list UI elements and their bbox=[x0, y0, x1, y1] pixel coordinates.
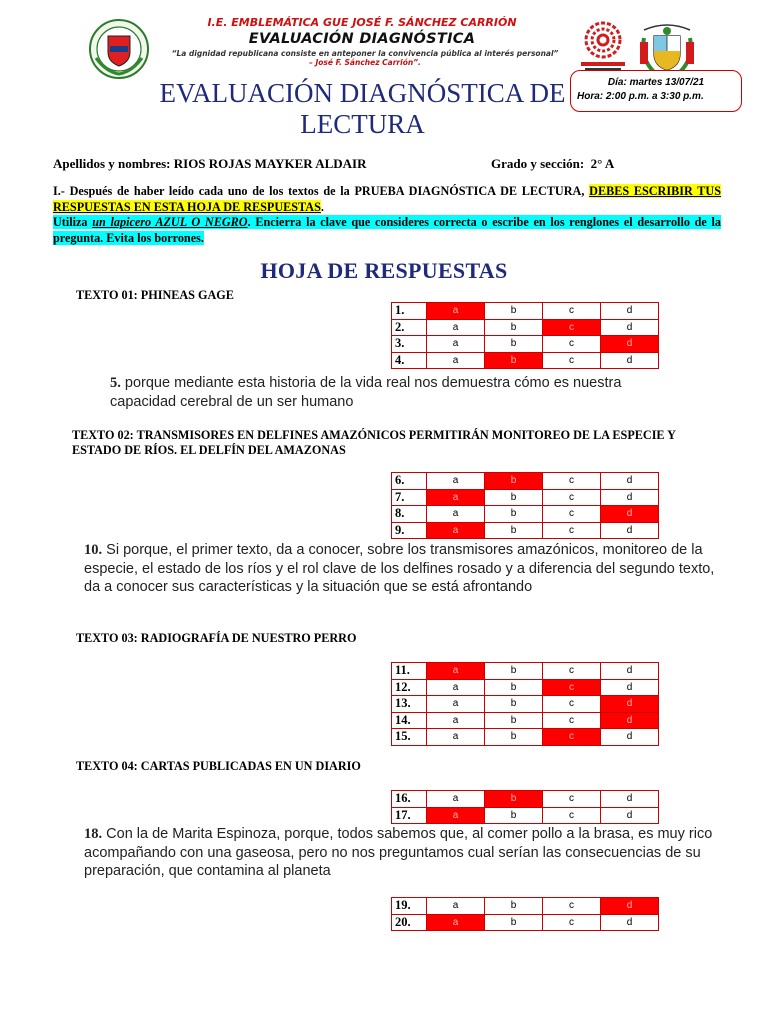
option-b[interactable]: b bbox=[485, 522, 543, 539]
option-b[interactable]: b bbox=[485, 898, 543, 915]
option-c[interactable]: c bbox=[543, 489, 601, 506]
question-number: 17. bbox=[392, 807, 427, 824]
answer-row bbox=[392, 712, 659, 729]
option-a-selected[interactable]: a bbox=[427, 303, 485, 320]
instructions-rest: . Encierra la clave que consideres correcta o escribe en los renglones el desarrollo de la pregunta. Evita los borrones. bbox=[53, 215, 721, 245]
option-a[interactable]: a bbox=[427, 679, 485, 696]
instructions-period: . bbox=[320, 199, 324, 214]
option-a[interactable]: a bbox=[427, 791, 485, 808]
option-d[interactable]: d bbox=[601, 522, 659, 539]
name-label: Apellidos y nombres: bbox=[53, 156, 171, 171]
question-number: 12. bbox=[392, 679, 427, 696]
motto-author: – José F. Sánchez Carrión”. bbox=[309, 58, 421, 67]
section-title-texto-03: TEXTO 03: RADIOGRAFÍA DE NUESTRO PERRO bbox=[76, 631, 357, 645]
option-c[interactable]: c bbox=[543, 898, 601, 915]
option-b[interactable]: b bbox=[485, 489, 543, 506]
option-b[interactable]: b bbox=[485, 914, 543, 931]
option-c-selected[interactable]: c bbox=[543, 729, 601, 746]
grade-value: 2° A bbox=[590, 156, 615, 171]
question-number: 2. bbox=[392, 319, 427, 336]
option-c[interactable]: c bbox=[543, 791, 601, 808]
answer-row bbox=[392, 319, 659, 336]
open-answer-5 bbox=[110, 374, 690, 411]
question-number: 20. bbox=[392, 914, 427, 931]
question-number: 14. bbox=[392, 712, 427, 729]
answer-text: Si porque, el primer texto, da a conocer, sobre los transmisores amazónicos, monitoreo de la especie, el estado de los ríos y el rol clave de los delfines rosado y a diferencia del segundo texto, da a conocer sus características y la situación que se está afrontando bbox=[84, 542, 715, 595]
question-number: 7. bbox=[392, 489, 427, 506]
answer-row bbox=[392, 303, 659, 320]
question-number: 10. bbox=[84, 542, 103, 558]
answer-row bbox=[392, 729, 659, 746]
answer-row bbox=[392, 898, 659, 915]
motto-text: “La dignidad republicana consiste en anteponer la convivencia pública al interés personal” bbox=[171, 49, 559, 58]
option-c[interactable]: c bbox=[543, 696, 601, 713]
option-d[interactable]: d bbox=[601, 791, 659, 808]
question-number: 1. bbox=[392, 303, 427, 320]
answer-row bbox=[392, 336, 659, 353]
question-number: 18. bbox=[84, 826, 103, 842]
question-number: 9. bbox=[392, 522, 427, 539]
option-d-selected[interactable]: d bbox=[601, 696, 659, 713]
option-b[interactable]: b bbox=[485, 729, 543, 746]
evaluation-label: EVALUACIÓN DIAGNÓSTICA bbox=[248, 31, 476, 47]
instructions-utiliza: Utiliza bbox=[53, 215, 88, 229]
option-c[interactable]: c bbox=[543, 914, 601, 931]
answer-sheet-title: HOJA DE RESPUESTAS bbox=[260, 258, 508, 283]
time-value: 2:00 p.m. a 3:30 p.m. bbox=[605, 91, 704, 102]
option-d[interactable]: d bbox=[601, 679, 659, 696]
answer-row bbox=[392, 807, 659, 824]
answer-row bbox=[392, 914, 659, 931]
option-b[interactable]: b bbox=[485, 336, 543, 353]
question-number: 11. bbox=[392, 663, 427, 680]
answer-row bbox=[392, 696, 659, 713]
option-c[interactable]: c bbox=[543, 506, 601, 523]
bicentenario-logo bbox=[575, 18, 631, 74]
grade-label: Grado y sección: bbox=[491, 156, 585, 171]
option-b-selected[interactable]: b bbox=[485, 473, 543, 490]
question-number: 8. bbox=[392, 506, 427, 523]
name-value: RIOS ROJAS MAYKER ALDAIR bbox=[173, 156, 367, 171]
option-a[interactable]: a bbox=[427, 336, 485, 353]
answer-table-texto-01 bbox=[391, 302, 659, 369]
option-d[interactable]: d bbox=[601, 352, 659, 369]
option-a-selected[interactable]: a bbox=[427, 807, 485, 824]
option-b[interactable]: b bbox=[485, 807, 543, 824]
option-d[interactable]: d bbox=[601, 489, 659, 506]
option-b[interactable]: b bbox=[485, 696, 543, 713]
date-row bbox=[577, 76, 735, 90]
option-a[interactable]: a bbox=[427, 729, 485, 746]
option-b[interactable]: b bbox=[485, 506, 543, 523]
answer-row bbox=[392, 489, 659, 506]
option-a[interactable]: a bbox=[427, 696, 485, 713]
option-d[interactable]: d bbox=[601, 473, 659, 490]
grade-section-line bbox=[491, 156, 614, 172]
student-name-line bbox=[53, 156, 367, 172]
option-d-selected[interactable]: d bbox=[601, 506, 659, 523]
answer-text: porque mediante esta historia de la vida real nos demuestra cómo es nuestra capacidad cerebral de un ser humano bbox=[110, 375, 622, 410]
open-answer-10 bbox=[84, 541, 729, 597]
answer-row bbox=[392, 663, 659, 680]
option-c[interactable]: c bbox=[543, 473, 601, 490]
question-number: 4. bbox=[392, 352, 427, 369]
section-title-texto-04: TEXTO 04: CARTAS PUBLICADAS EN UN DIARIO bbox=[76, 759, 361, 773]
option-d[interactable]: d bbox=[601, 807, 659, 824]
option-c[interactable]: c bbox=[543, 303, 601, 320]
option-d[interactable]: d bbox=[601, 303, 659, 320]
option-d[interactable]: d bbox=[601, 319, 659, 336]
option-a[interactable]: a bbox=[427, 898, 485, 915]
day-label: Día: bbox=[607, 77, 627, 88]
question-number: 13. bbox=[392, 696, 427, 713]
answer-table-texto-04 bbox=[391, 790, 659, 824]
answer-row bbox=[392, 352, 659, 369]
option-c[interactable]: c bbox=[543, 712, 601, 729]
school-name: I.E. EMBLEMÁTICA GUE JOSÉ F. SÁNCHEZ CARRIÓN bbox=[207, 16, 517, 29]
option-d-selected[interactable]: d bbox=[601, 898, 659, 915]
option-b[interactable]: b bbox=[485, 303, 543, 320]
question-number: 5. bbox=[110, 375, 121, 391]
page-title bbox=[110, 78, 615, 140]
open-answer-18 bbox=[84, 825, 724, 881]
option-d[interactable]: d bbox=[601, 663, 659, 680]
option-d-selected[interactable]: d bbox=[601, 712, 659, 729]
option-a[interactable]: a bbox=[427, 712, 485, 729]
answer-row bbox=[392, 473, 659, 490]
answer-table-final bbox=[391, 897, 659, 931]
school-crest-logo bbox=[88, 18, 150, 80]
answer-table-texto-02 bbox=[391, 472, 659, 539]
instructions-intro: I.- Después de haber leído cada uno de los textos de la PRUEBA DIAGNÓSTICA DE LECTURA, bbox=[53, 184, 585, 198]
title-line-1: EVALUACIÓN DIAGNÓSTICA DE bbox=[159, 78, 566, 108]
option-c[interactable]: c bbox=[543, 807, 601, 824]
question-number: 15. bbox=[392, 729, 427, 746]
option-a[interactable]: a bbox=[427, 506, 485, 523]
option-a-selected[interactable]: a bbox=[427, 663, 485, 680]
option-b-selected[interactable]: b bbox=[485, 791, 543, 808]
time-label: Hora: bbox=[577, 91, 604, 102]
section-title-texto-02: TEXTO 02: TRANSMISORES EN DELFINES AMAZÓNICOS PERMITIRÁN MONITOREO DE LA ESPECIE Y ESTADO DE RÍOS. EL DELFÍN DEL AMAZONAS bbox=[72, 428, 676, 457]
option-a[interactable]: a bbox=[427, 473, 485, 490]
instructions-pen-note bbox=[53, 215, 721, 245]
instructions-highlight: DEBES ESCRIBIR TUS RESPUESTAS EN ESTA HOJA DE RESPUESTAS bbox=[53, 184, 722, 214]
answer-text: Con la de Marita Espinoza, porque, todos sabemos que, al comer pollo a la brasa, es muy rico acompañando con una gaseosa, pero no nos preguntamos cual serían las consecuencias de su preparación, que contamina al planeta bbox=[84, 826, 713, 879]
option-a[interactable]: a bbox=[427, 352, 485, 369]
option-b-selected[interactable]: b bbox=[485, 352, 543, 369]
date-time-box bbox=[570, 70, 742, 112]
time-row bbox=[577, 90, 735, 104]
question-number: 6. bbox=[392, 473, 427, 490]
option-c[interactable]: c bbox=[543, 522, 601, 539]
answer-table-texto-03 bbox=[391, 662, 659, 746]
answer-row bbox=[392, 522, 659, 539]
option-c[interactable]: c bbox=[543, 663, 601, 680]
option-b[interactable]: b bbox=[485, 679, 543, 696]
option-d-selected[interactable]: d bbox=[601, 336, 659, 353]
option-b[interactable]: b bbox=[485, 712, 543, 729]
answer-row bbox=[392, 791, 659, 808]
instructions bbox=[53, 184, 721, 246]
day-value: martes 13/07/21 bbox=[629, 77, 705, 88]
option-a-selected[interactable]: a bbox=[427, 522, 485, 539]
instructions-pen: un lapicero AZUL O NEGRO bbox=[92, 215, 248, 229]
option-c-selected[interactable]: c bbox=[543, 679, 601, 696]
option-d[interactable]: d bbox=[601, 914, 659, 931]
title-line-2: LECTURA bbox=[300, 109, 425, 139]
option-a[interactable]: a bbox=[427, 319, 485, 336]
question-number: 19. bbox=[392, 898, 427, 915]
answer-row bbox=[392, 506, 659, 523]
question-number: 3. bbox=[392, 336, 427, 353]
option-c[interactable]: c bbox=[543, 336, 601, 353]
option-b[interactable]: b bbox=[485, 663, 543, 680]
question-number: 16. bbox=[392, 791, 427, 808]
school-motto bbox=[160, 49, 570, 67]
option-c-selected[interactable]: c bbox=[543, 319, 601, 336]
option-c[interactable]: c bbox=[543, 352, 601, 369]
option-a-selected[interactable]: a bbox=[427, 489, 485, 506]
section-title-texto-01: TEXTO 01: PHINEAS GAGE bbox=[76, 288, 234, 302]
option-b[interactable]: b bbox=[485, 319, 543, 336]
answer-row bbox=[392, 679, 659, 696]
option-d[interactable]: d bbox=[601, 729, 659, 746]
option-a-selected[interactable]: a bbox=[427, 914, 485, 931]
